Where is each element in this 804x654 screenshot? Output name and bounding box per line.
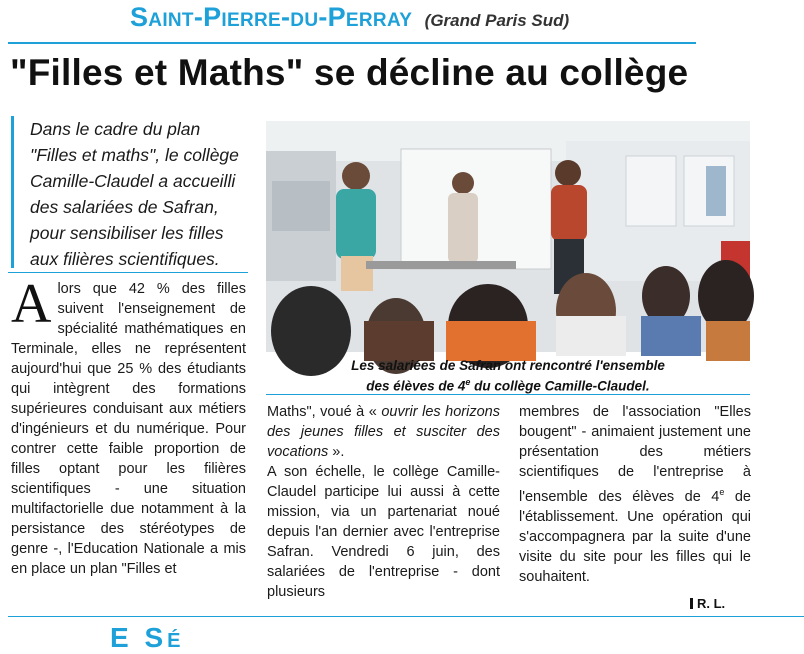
author-signature (690, 596, 725, 611)
article-photo (266, 121, 750, 352)
body-column-3 (519, 402, 751, 587)
signature-mark (690, 598, 693, 609)
signature-text: R. L. (697, 596, 726, 611)
body-column-1 (11, 273, 246, 579)
body-col2-text-b: ». (328, 444, 345, 460)
article-headline: "Filles et Maths" se décline au collège (10, 52, 689, 93)
caption-line-2a: des élèves de 4 (366, 378, 466, 394)
body-col2-text-a: Maths", voué à « (267, 404, 382, 420)
article-intro: Dans le cadre du plan "Filles et maths", le collège Camille-Claudel a accueilli des salariées de Safran, pour sensibiliser les filles aux filières scientifiques. (30, 119, 239, 269)
section-header (130, 2, 690, 42)
next-article-heading (110, 616, 510, 653)
intro-accent-bar (11, 116, 14, 268)
body-col3-text-b: de l'établissement. Une opération qui s'accompagnera par la suite d'une visite du site pour les filles qui le souhaitent. (519, 488, 751, 585)
caption-superscript: e (465, 377, 471, 387)
location-name: Saint-Pierre-du-Perray (130, 2, 413, 32)
body-col2-paragraph-2: A son échelle, le collège Camille-Claudel participe lui aussi à cette mission, via un partenariat noué depuis l'an dernier avec l'entreprise Safran. Vendredi 6 juin, des salariées de l'entreprise - dont plusieurs (267, 464, 500, 600)
photo-caption (266, 357, 750, 395)
caption-line-1: Les salariées de Safran ont rencontré l'ensemble (351, 358, 665, 373)
location-region: (Grand Paris Sud) (424, 11, 570, 30)
body-col3-superscript: e (719, 487, 725, 497)
body-col2-quote: ouvrir les horizons des jeunes filles et susciter des vocations (267, 404, 500, 460)
caption-rule (266, 394, 750, 395)
body-col3-text-a: membres de l'association "Elles bougent" - animaient justement une présentation des métiers scientifiques de l'entreprise à l'ensemble des élèves de 4 (519, 404, 751, 505)
body-col1-text: lors que 42 % des filles suivent l'enseignement de spécialité mathématiques en Terminale, elles ne représentent aujourd'hui que 25 % des étudiants qui intègrent des formations supérieures conduisant aux métiers d'ingénieurs et du numérique. Pour contrer cette faible proportion de filles optant pour les filières scientifiques - une situation multifactorielle due notamment à la persistance des stéréotypes de genre -, l'Education Nationale a mis en place un plan "Filles et (11, 281, 246, 577)
drop-cap: A (11, 273, 52, 335)
header-rule (8, 42, 696, 44)
next-article-heading-text: E Sé (110, 622, 185, 653)
body-column-2 (267, 402, 500, 602)
caption-line-2b: du collège Camille-Claudel. (470, 378, 650, 394)
